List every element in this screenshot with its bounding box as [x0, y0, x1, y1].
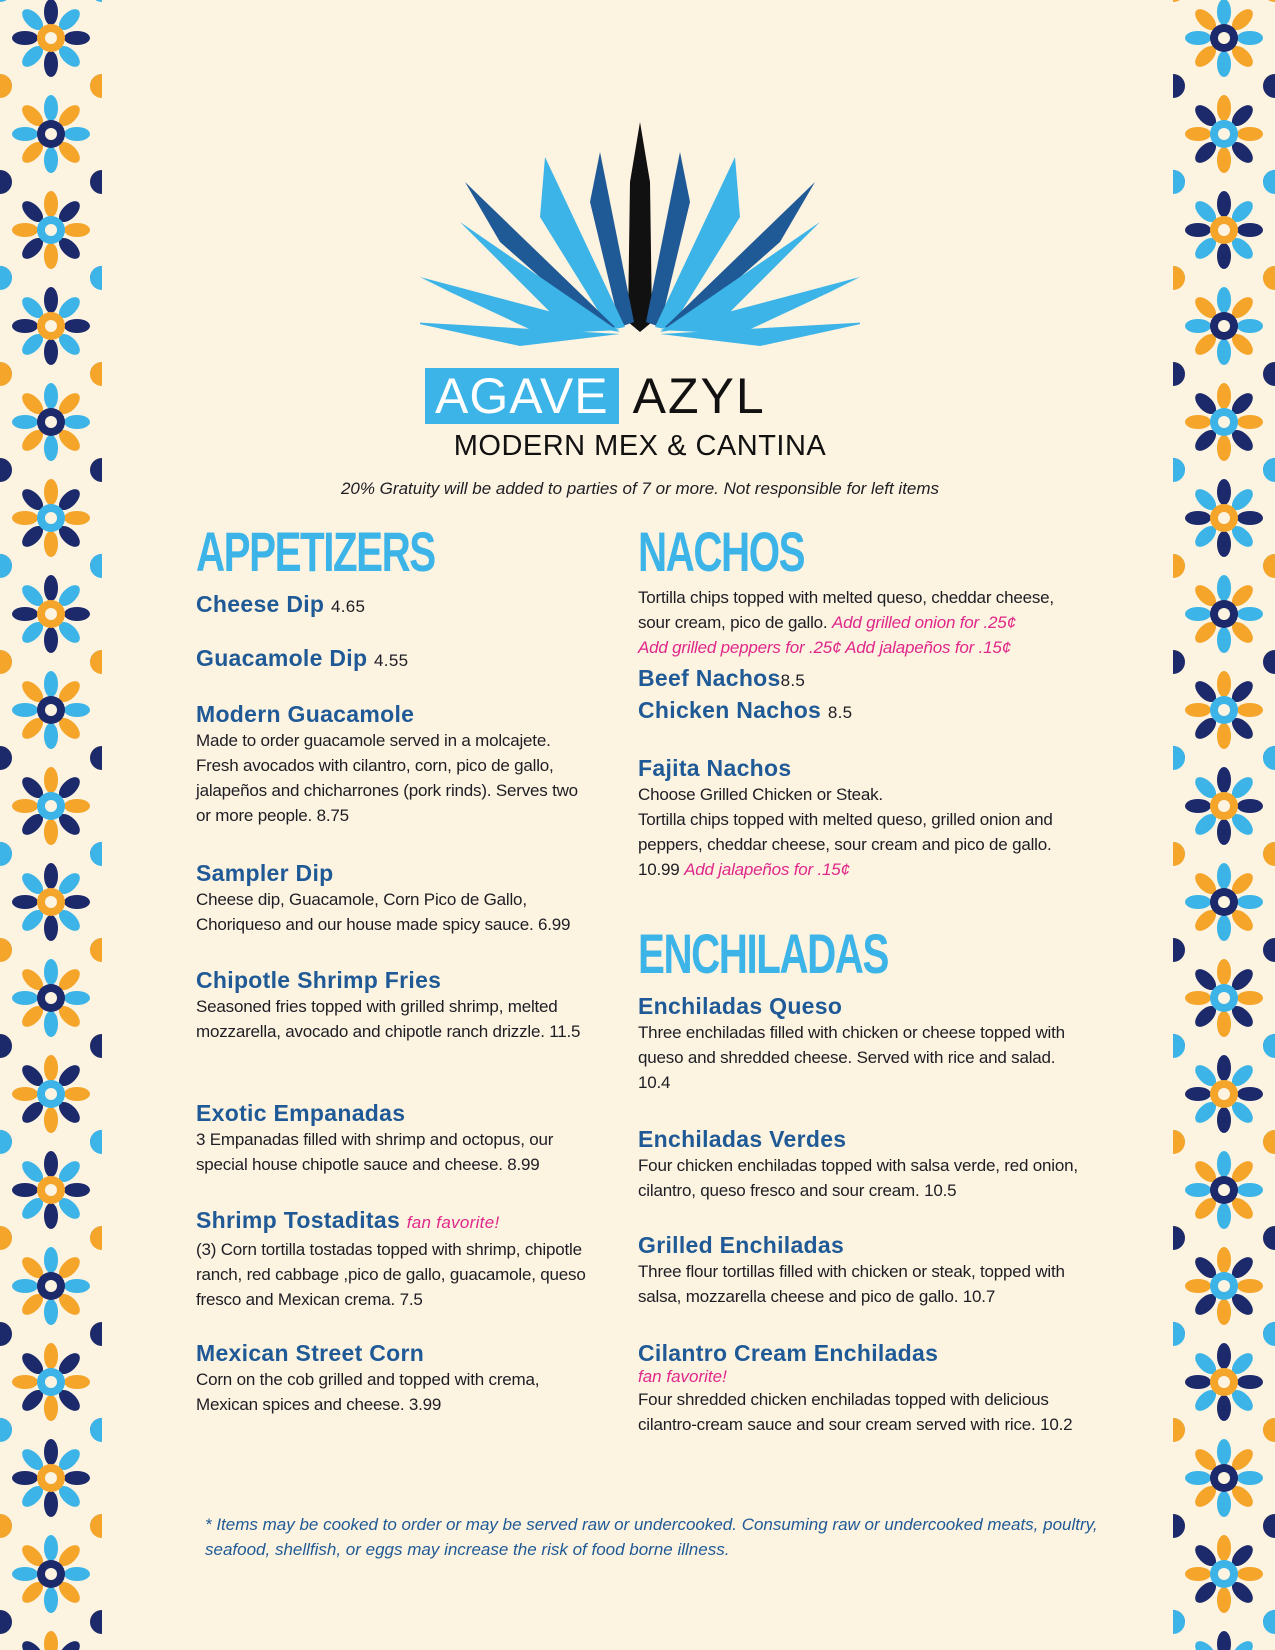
item-description: Three enchiladas filled with chicken or cheese topped with queso and shredded cheese. Served with rice and salad. 10.4	[638, 1023, 1065, 1092]
item-description: 3 Empanadas filled with shrimp and octopus, our special house chipotle sauce and cheese. 8.99	[196, 1130, 554, 1174]
tile-motif	[0, 0, 102, 98]
nachos-addon: Add grilled onion for .25¢	[832, 613, 1016, 632]
tile-motif	[0, 554, 102, 674]
item-description: Corn on the cob grilled and topped with crema, Mexican spices and cheese. 3.99	[196, 1370, 540, 1414]
tile-pattern-icon	[0, 0, 102, 1650]
item-price: 8.5	[827, 703, 853, 722]
menu-item	[638, 1125, 1088, 1203]
item-description: Seasoned fries topped with grilled shrimp, melted mozzarella, avocado and chipotle ranch drizzle. 11.5	[196, 997, 581, 1041]
item-description: Four chicken enchiladas topped with salsa verde, red onion, cilantro, queso fresco and sour cream. 10.5	[638, 1156, 1078, 1200]
menu-item	[638, 696, 1038, 727]
left-tile-border	[0, 0, 102, 1650]
fan-favorite-tag: fan favorite!	[406, 1213, 500, 1232]
brand-name-right: AZYL	[632, 368, 766, 424]
menu-item	[638, 664, 1038, 695]
tile-motif	[0, 74, 102, 194]
tile-motif	[1173, 74, 1275, 194]
menu-item	[196, 1339, 596, 1417]
menu-item	[638, 1339, 1088, 1437]
item-name: Grilled Enchiladas	[638, 1232, 845, 1258]
nachos-intro	[638, 585, 1088, 660]
item-description: Cheese dip, Guacamole, Corn Pico de Gallo, Choriqueso and our house made spicy sauce. 6.99	[196, 890, 571, 934]
item-addon: Add jalapeños for .15¢	[684, 860, 850, 879]
tile-motif	[1173, 266, 1275, 386]
tile-motif	[0, 842, 102, 962]
item-price: 10.99	[638, 860, 680, 879]
menu-item	[196, 1099, 596, 1177]
item-name: Cheese Dip	[196, 591, 325, 617]
fan-favorite-tag: fan favorite!	[638, 1367, 727, 1386]
tile-motif	[1173, 1418, 1275, 1538]
item-name: Modern Guacamole	[196, 701, 415, 727]
tile-motif	[0, 362, 102, 482]
menu-item	[196, 859, 596, 937]
item-description: Made to order guacamole served in a molcajete. Fresh avocados with cilantro, corn, pico de gallo, jalapeños and chicharrones (pork rinds). Serves two or more people. 8.75	[196, 731, 578, 825]
gratuity-notice: 20% Gratuity will be added to parties of 7 or more. Not responsible for left items	[340, 479, 940, 498]
tile-pattern-icon	[1173, 0, 1275, 1650]
tile-motif	[0, 1418, 102, 1538]
item-name: Chipotle Shrimp Fries	[196, 967, 442, 993]
tile-motif	[1173, 1514, 1275, 1634]
appetizers-title: APPETIZERS	[196, 520, 435, 583]
item-name: Beef Nachos	[638, 665, 781, 691]
menu-item	[638, 754, 1088, 882]
tile-motif	[1173, 842, 1275, 962]
menu-item	[196, 590, 596, 621]
item-price: 8.5	[780, 671, 806, 690]
tile-motif	[0, 746, 102, 866]
nachos-addon: Add grilled peppers for .25¢ Add jalapeños for .15¢	[638, 638, 1011, 657]
tile-motif	[1173, 1322, 1275, 1442]
tile-motif	[0, 458, 102, 578]
tile-motif	[0, 938, 102, 1058]
tile-motif	[0, 1514, 102, 1634]
tile-motif	[1173, 746, 1275, 866]
enchiladas-title: ENCHILADAS	[638, 922, 888, 985]
tile-motif	[1173, 1226, 1275, 1346]
right-tile-border	[1173, 0, 1275, 1650]
menu-item	[196, 966, 596, 1044]
brand-wordmark	[425, 368, 766, 424]
item-description: Four shredded chicken enchiladas topped with delicious cilantro-cream sauce and sour cream served with rice. 10.2	[638, 1390, 1073, 1434]
brand-name-left: AGAVE	[425, 368, 619, 424]
item-description: Choose Grilled Chicken or Steak.	[638, 785, 883, 804]
item-name: Enchiladas Queso	[638, 993, 843, 1019]
tile-motif	[1173, 1034, 1275, 1154]
tile-motif	[0, 1034, 102, 1154]
menu-item	[196, 700, 596, 828]
tile-motif	[1173, 0, 1275, 98]
item-description: (3) Corn tortilla tostadas topped with shrimp, chipotle ranch, red cabbage ,pico de gallo, guacamole, queso fresco and Mexican crema. 7.5	[196, 1240, 586, 1309]
item-name: Chicken Nachos	[638, 697, 822, 723]
tile-motif	[1173, 458, 1275, 578]
tile-motif	[0, 650, 102, 770]
item-description: Three flour tortillas filled with chicken or steak, topped with salsa, mozzarella cheese and pico de gallo. 10.7	[638, 1262, 1065, 1306]
tile-motif	[0, 1130, 102, 1250]
item-name: Shrimp Tostaditas	[196, 1207, 401, 1233]
food-safety-footnote: * Items may be cooked to order or may be served raw or undercooked. Consuming raw or undercooked meats, poultry, seafood, shellfish, or eggs may increase the risk of food borne illness.	[205, 1515, 1098, 1559]
item-name: Mexican Street Corn	[196, 1340, 425, 1366]
tile-motif	[1173, 650, 1275, 770]
menu-item	[638, 1231, 1088, 1309]
item-name: Cilantro Cream Enchiladas	[638, 1340, 939, 1366]
item-name: Exotic Empanadas	[196, 1100, 406, 1126]
item-name: Fajita Nachos	[638, 755, 792, 781]
tile-motif	[0, 170, 102, 290]
item-name: Enchiladas Verdes	[638, 1126, 847, 1152]
item-name: Sampler Dip	[196, 860, 334, 886]
menu-item	[196, 1206, 596, 1312]
tile-motif	[0, 1322, 102, 1442]
item-price: 4.65	[330, 597, 366, 616]
tile-motif	[1173, 938, 1275, 1058]
tile-motif	[1173, 1130, 1275, 1250]
item-description: Tortilla chips topped with melted queso, grilled onion and peppers, cheddar cheese, sour cream and pico de gallo.	[638, 810, 1053, 854]
tile-motif	[0, 1226, 102, 1346]
nachos-title: NACHOS	[638, 520, 805, 583]
item-price: 4.55	[374, 651, 409, 670]
brand-subtitle: MODERN MEX & CANTINA	[453, 430, 827, 462]
nachos-intro-text: Tortilla chips topped with melted queso, cheddar cheese, sour cream, pico de gallo.	[638, 588, 1054, 632]
tile-motif	[1173, 170, 1275, 290]
menu-item	[638, 992, 1088, 1095]
tile-motif	[1173, 554, 1275, 674]
item-name: Guacamole Dip	[196, 645, 368, 671]
menu-item	[196, 644, 596, 675]
tile-motif	[1173, 362, 1275, 482]
tile-motif	[0, 266, 102, 386]
